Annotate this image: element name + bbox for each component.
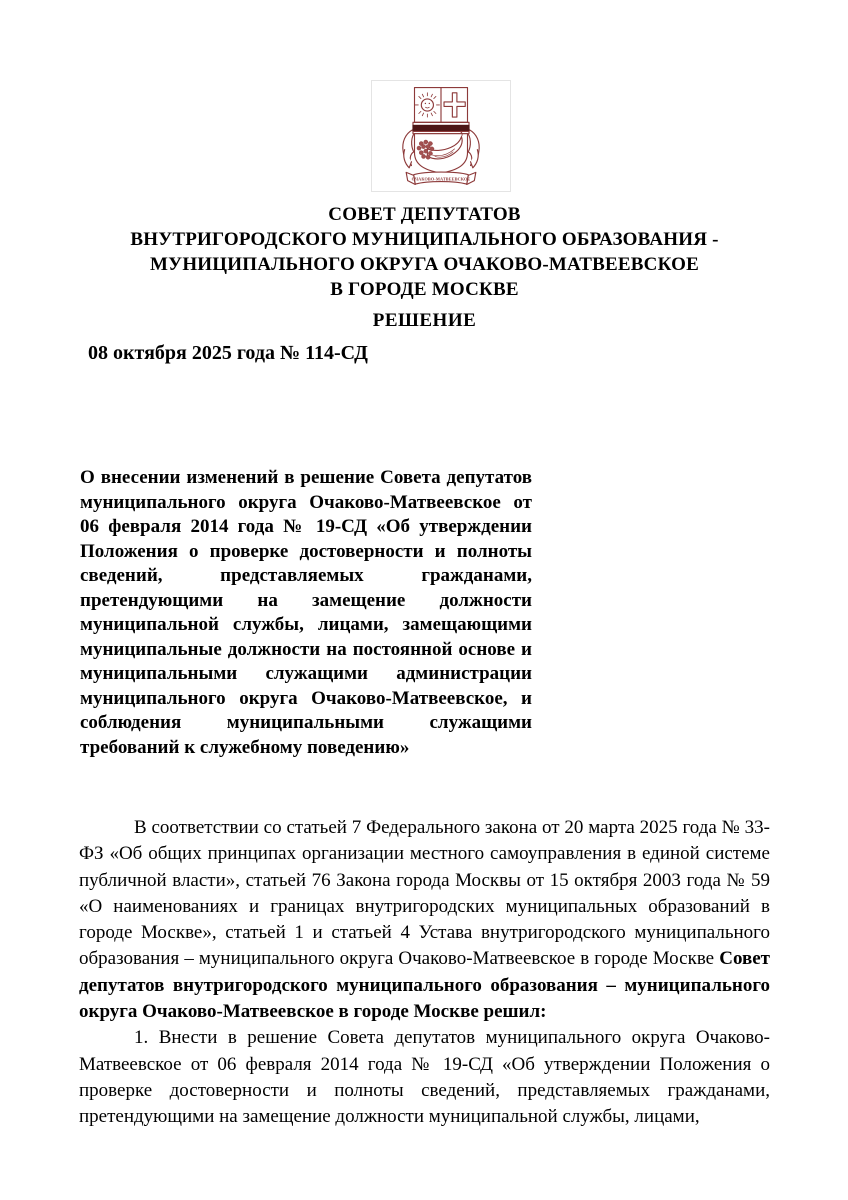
document-type-title: РЕШЕНИЕ [372, 310, 477, 331]
emblem-frame [371, 80, 511, 192]
banner-ribbon [406, 172, 476, 184]
header-line-4: В ГОРОДЕ МОСКВЕ [330, 279, 519, 300]
header-line-1: СОВЕТ ДЕПУТАТОВ [328, 204, 521, 225]
coat-of-arms-icon [393, 83, 489, 189]
document-body [79, 815, 770, 1131]
resolution-clause-text: Совет депутатов внутригородского муниципального образования – муниципального округа Очаково-Матвеевское в городе Москве решил: [79, 948, 770, 1023]
subject-paragraph: О внесении изменений в решение Совета депутатов муниципального округа Очаково-Матвеевское от 06 февраля 2014 года № 19-СД «Об утверждении Положения о проверке достоверности и полноты сведений, представляемых гражданами, претендующими на замещение должности муниципальной службы, лицами, замещающими муниципальные должности на постоянной основе и муниципальными служащими администрации муниципального округа Очаково-Матвеевское, и соблюдения муниципальными служащими требований к служебному поведению» [80, 467, 532, 758]
header-line-2: ВНУТРИГОРОДСКОГО МУНИЦИПАЛЬНОГО ОБРАЗОВАНИЯ - [130, 229, 719, 250]
emblem-banner-text: ОЧАКОВО-МАТВЕЕВСКОЕ [411, 176, 471, 182]
document-header [79, 202, 770, 302]
date-number-line: 08 октября 2025 года № 114-СД [88, 342, 368, 364]
ribbon-right-icon [467, 130, 479, 168]
item-1-paragraph: 1. Внести в решение Совета депутатов муниципального округа Очаково-Матвеевское от 06 февраля 2014 года № 19-СД «Об утверждении Положения о проверке достоверности и полноты сведений, представляемых гражданами, претендующими на замещение должности муниципальной службы, лицами, [79, 1027, 770, 1128]
header-line-3: МУНИЦИПАЛЬНОГО ОКРУГА ОЧАКОВО-МАТВЕЕВСКОЕ [150, 254, 699, 275]
preamble-text: В соответствии со статьей 7 Федерального закона от 20 марта 2025 года № 33-ФЗ «Об общих принципах организации местного самоуправления в единой системе публичной власти», статьей 76 Закона города Москвы от 15 октября 2003 года № 59 «О наименованиях и границах внутригородских муниципальных образований в городе Москве», статьей 1 и статьей 4 Устава внутригородского муниципального образования – муниципального округа Очаково-Матвеевское в городе Москве [79, 817, 770, 970]
preamble-paragraph [79, 815, 770, 1025]
ribbon-left-icon [403, 130, 415, 168]
